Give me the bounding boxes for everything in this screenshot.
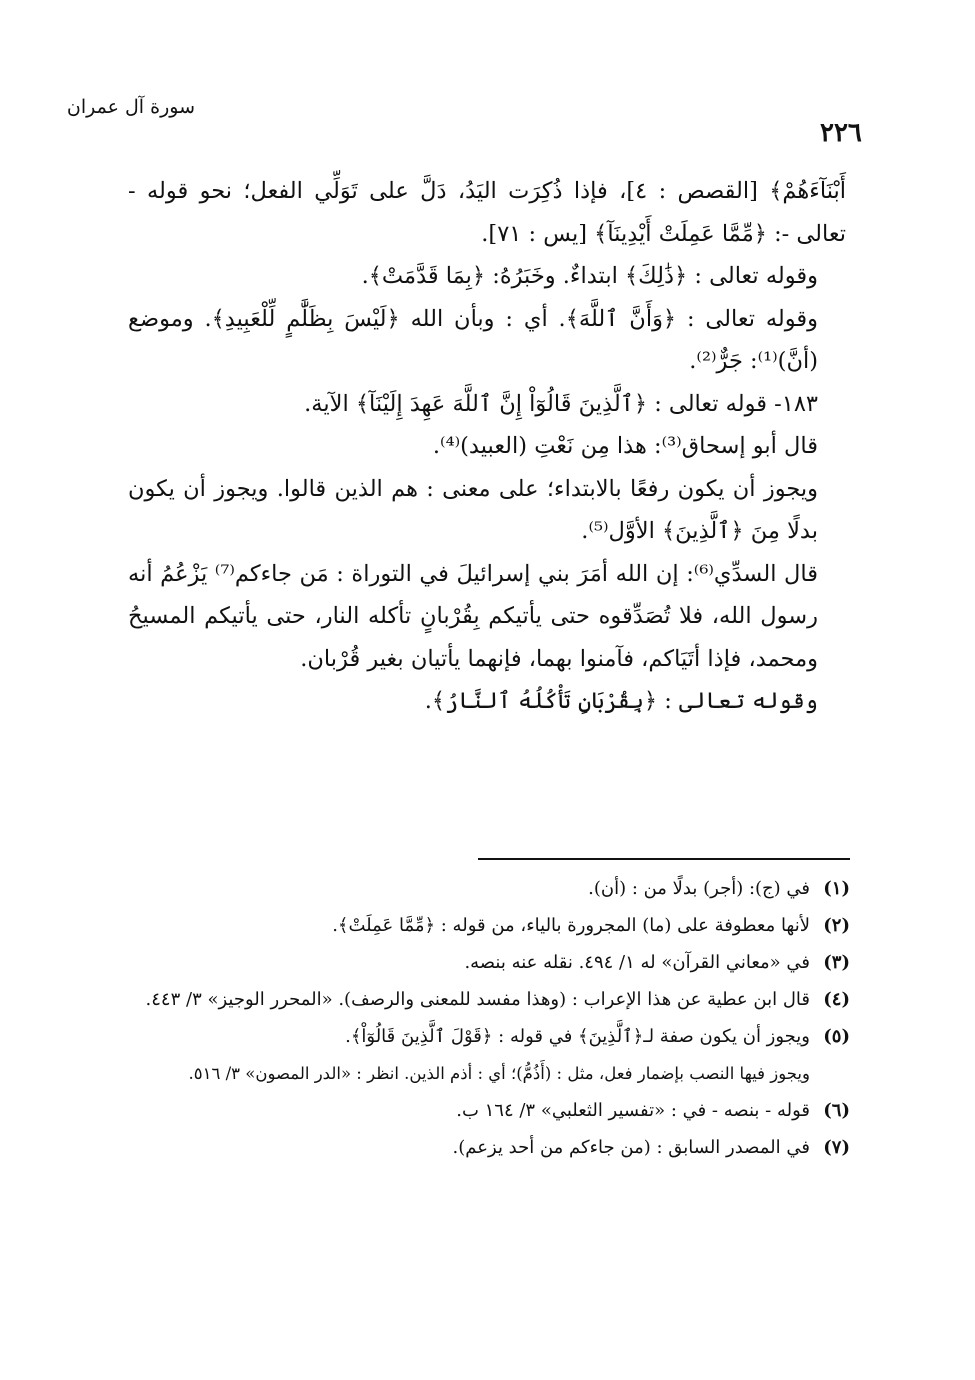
paragraph: قال أبو إسحاق⁽³⁾: هذا مِن نَعْتِ (العبيد)⁽⁴⁾.: [432, 433, 818, 459]
footnote: [128, 870, 850, 907]
footnote-text: ويجوز أن يكون صفة لـ﴿ٱلَّذِينَ﴾ في قوله : ﴿قَوْلَ ٱلَّذِينَ قَالُوٓاْ﴾.: [345, 1026, 810, 1047]
paragraph: وقوله تعالى : ﴿ذَٰلِكَ﴾ ابتداءٌ. وخَبَرُهُ: ﴿بِمَا قَدَّمَتْ﴾.: [361, 263, 818, 289]
footnote-text: قال ابن عطية عن هذا الإعراب : (وهذا مفسد للمعنى والرصف). «المحرر الوجيز» ٣/ ٤٤٣.: [145, 989, 810, 1010]
paragraph: أَبْنَآءَهُمْ﴾ [القصص : ٤]، فإذا ذُكِرَت اليَدُ، دَلَّ على تَوَلِّي الفعل؛ نحو قوله - تعالى -: ﴿مِّمَّا عَمِلَتْ أَيْدِينَآ﴾ [يس : ٧١].: [128, 178, 846, 247]
footnote: [128, 1129, 850, 1166]
page-header: [66, 88, 862, 148]
paragraph: ويجوز أن يكون رفعًا بالابتداء؛ على معنى : هم الذين قالوا. ويجوز أن يكون بدلًا مِنَ ﴿ٱلَّذِينَ﴾ الأوَّل⁽⁵⁾.: [128, 475, 818, 544]
footnote: [128, 907, 850, 944]
footnote-separator: [478, 858, 850, 860]
running-title: سورة آل عمران: [66, 96, 195, 118]
footnotes: [128, 870, 850, 1166]
footnote-number: (٣): [823, 952, 850, 973]
footnote-text: لأنها معطوفة على (ما) المجرورة بالياء، من قوله : ﴿مِّمَّا عَمِلَتْ﴾.: [332, 915, 810, 936]
footnote-number: (٤): [823, 989, 850, 1010]
paragraph: وقوله تعالى : ﴿بِقُرْبَانٍ تَأْكُلُهُ ٱلنَّارُ﴾.: [424, 688, 818, 714]
footnote-number: (١): [823, 878, 850, 899]
footnote-text: في «معاني القرآن» له ١/ ٤٩٤. نقله عنه بنصه.: [464, 952, 810, 973]
footnote-text: في (ج): (أجر) بدلًا من : (أن).: [588, 878, 810, 899]
footnote: [128, 1092, 850, 1129]
footnote-number: (٦): [823, 1100, 850, 1121]
page-number: ٢٢٦: [820, 118, 862, 148]
footnote-number: (٧): [823, 1137, 850, 1158]
footnote: [128, 981, 850, 1018]
footnote: [128, 944, 850, 981]
footnote: [128, 1018, 850, 1092]
footnote-extra-text: ويجوز فيها النصب بإضمار فعل، مثل : (أَذُمُّ)؛ أي : أذم الذين. انظر : «الدر المصون» ٣/ ٥١٦.: [188, 1064, 810, 1083]
paragraph: وقوله تعالى : ﴿وَأَنَّ ٱللَّهَ﴾. أي : وبأن الله ﴿لَيْسَ بِظَلَّٰمٍ لِّلْعَبِيدِ﴾. وموضع (أنَّ)⁽¹⁾: جَرٌّ⁽²⁾.: [128, 305, 818, 374]
footnote-number: (٥): [823, 1026, 850, 1047]
paragraph: ١٨٣- قوله تعالى : ﴿ٱلَّذِينَ قَالُوٓاْ إِنَّ ٱللَّهَ عَهِدَ إِلَيْنَآ﴾ الآية.: [304, 390, 818, 417]
footnote-body: [128, 1018, 810, 1092]
footnote-number: (٢): [823, 915, 850, 936]
footnote-text: قوله - بنصه - في : «تفسير الثعلبي» ٣/ ١٦٤ ب.: [456, 1100, 810, 1121]
paragraph: قال السدِّي⁽⁶⁾: إن الله أمَرَ بني إسرائيلَ في التوراة : مَن جاءكم⁽⁷⁾ يَزْعُمُ أنه رسول الله، فلا تُصَدِّقوه حتى يأتيكم بِقُرْبانٍ تأكله النار، حتى يأتيكم المسيحُ ومحمد، فإذا أتَيَاكم، فآمنوا بهما، فإنهما يأتيان بغير قُرْبان.: [128, 560, 819, 672]
main-text: [128, 170, 846, 723]
footnote-text: في المصدر السابق : (من جاءكم من أحد يزعم).: [452, 1137, 810, 1158]
